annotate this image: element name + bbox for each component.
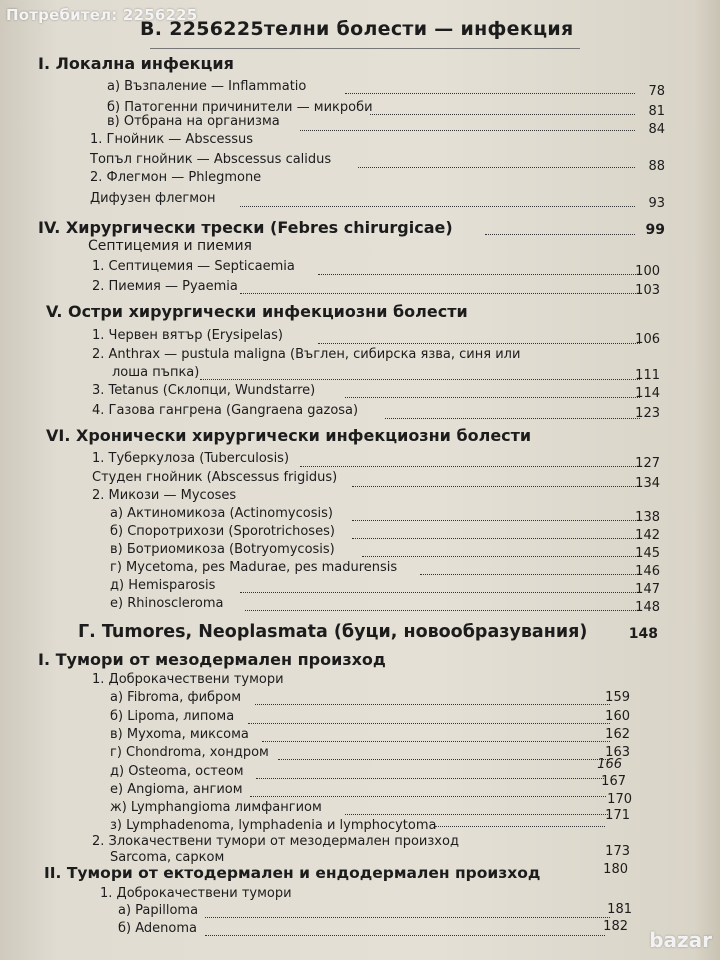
toc-entry: Дифузен флегмон xyxy=(90,191,216,206)
toc-entry: в) Ботриомикоза (Botryomycosis) xyxy=(110,542,335,557)
toc-entry: Sarcoma, сарком xyxy=(110,850,225,865)
leader-dots xyxy=(345,397,640,398)
toc-entry: Студен гнойник (Abscessus frigidus) xyxy=(92,470,338,485)
page-number: 160 xyxy=(605,709,630,724)
toc-entry: 1. Туберкулоза (Tuberculosis) xyxy=(92,451,290,466)
toc-entry: д) Hemisparosis xyxy=(110,578,216,593)
toc-entry: г) Chondroma, хондром xyxy=(110,745,269,760)
toc-entry: Топъл гнойник — Abscessus calidus xyxy=(90,152,332,167)
page-number: 84 xyxy=(648,122,665,137)
toc-entry: 1. Червен вятър (Erysipelas) xyxy=(92,328,283,343)
toc-entry: 1. Доброкачествени тумори xyxy=(92,672,284,687)
tum1-title: I. Тумори от мезодермален произход xyxy=(38,650,386,669)
toc-entry: б) Патогенни причинители — микроби xyxy=(107,100,373,115)
page-number: 148 xyxy=(628,626,658,642)
leader-dots xyxy=(435,826,605,827)
sec4-title: IV. Хирургически трески (Febres chirurgicae) xyxy=(38,218,453,237)
leader-dots xyxy=(256,778,606,779)
leader-dots xyxy=(205,917,610,918)
page-number: 103 xyxy=(635,283,660,298)
leader-dots xyxy=(352,486,640,487)
page-number: 111 xyxy=(635,368,660,383)
leader-dots xyxy=(358,167,635,168)
leader-dots xyxy=(200,379,640,380)
toc-entry: г) Mycetoma, pes Madurae, pes madurensis xyxy=(110,560,398,575)
leader-dots xyxy=(278,759,610,760)
leader-dots xyxy=(345,93,635,94)
section-g-title: Г. Tumores, Neoplasmata (буци, новообразувания) xyxy=(78,622,588,642)
page-number: 123 xyxy=(635,406,660,421)
watermark-text: Потребител: 2256225 xyxy=(6,6,198,24)
page-number: 81 xyxy=(648,104,665,119)
leader-dots xyxy=(420,574,640,575)
sec4-subtitle: Септицемия и пиемия xyxy=(88,238,252,254)
sec1-title: I. Локална инфекция xyxy=(38,54,234,73)
leader-dots xyxy=(240,206,635,207)
next-page-edge xyxy=(694,0,720,960)
page-number: 148 xyxy=(635,600,660,615)
page-number: 166 xyxy=(597,757,622,772)
leader-dots xyxy=(318,343,640,344)
toc-entry: а) Актиномикоза (Actinomycosis) xyxy=(110,506,333,521)
page-number: 159 xyxy=(605,690,630,705)
toc-entry: б) Споротрихози (Sporotrichoses) xyxy=(110,524,335,539)
leader-dots xyxy=(240,293,640,294)
page-number: 145 xyxy=(635,546,660,561)
page-number: 170 xyxy=(607,792,632,807)
toc-entry: б) Adenoma xyxy=(118,921,197,936)
page-number: 106 xyxy=(635,332,660,347)
baz-logo-text: bazar xyxy=(649,928,712,952)
leader-dots xyxy=(255,704,610,705)
toc-entry: а) Възпаление — Inflammatio xyxy=(107,79,307,94)
toc-entry: в) Отбрана на организма xyxy=(107,114,280,129)
leader-dots xyxy=(300,130,635,131)
page-number: 163 xyxy=(605,745,630,760)
page-number: 181 xyxy=(607,902,632,917)
toc-entry: 1. Доброкачествени тумори xyxy=(100,886,292,901)
toc-entry: 2. Злокачествени тумори от мезодермален произход xyxy=(92,834,459,849)
tum2-title: II. Тумори от ектодермален и ендодермален произход xyxy=(44,864,541,882)
toc-entry: 2. Микози — Mycoses xyxy=(92,488,237,503)
leader-dots xyxy=(370,114,635,115)
bazar-logo xyxy=(649,928,712,952)
page-number: 142 xyxy=(635,528,660,543)
toc-entry: д) Osteoma, остеом xyxy=(110,764,244,779)
leader-dots xyxy=(345,814,610,815)
toc-entry: 1. Септицемия — Septicaemia xyxy=(92,259,295,274)
leader-dots xyxy=(362,556,640,557)
leader-dots xyxy=(300,466,640,467)
leader-dots xyxy=(245,610,640,611)
toc-entry: е) Angioma, ангиом xyxy=(110,782,243,797)
page-number: 134 xyxy=(635,476,660,491)
toc-entry: а) Fibroma, фибром xyxy=(110,690,242,705)
page-number: 114 xyxy=(635,386,660,401)
page-number: 138 xyxy=(635,510,660,525)
leader-dots xyxy=(485,234,635,235)
toc-entry: б) Lipoma, липома xyxy=(110,709,235,724)
toc-entry: 2. Флегмон — Phlegmone xyxy=(90,170,262,185)
toc-entry: 1. Гнойник — Abscessus xyxy=(90,132,254,147)
toc-entry: з) Lymphadenoma, lymphadenia и lymphocytoma xyxy=(110,818,437,833)
toc-entry: 3. Tetanus (Склопци, Wundstarre) xyxy=(92,383,316,398)
toc-entry: 2. Anthrax — pustula maligna (Въглен, сибирска язва, синя или xyxy=(92,347,521,362)
leader-dots xyxy=(205,935,605,936)
leader-dots xyxy=(352,520,640,521)
page-number: 88 xyxy=(648,159,665,174)
page-number: 171 xyxy=(605,808,630,823)
leader-dots xyxy=(240,592,640,593)
toc-entry: 2. Пиемия — Pyaemia xyxy=(92,279,238,294)
toc-entry: ж) Lymphangioma лимфангиом xyxy=(110,800,322,815)
page-number: 162 xyxy=(605,727,630,742)
sec6-title: VI. Хронически хирургически инфекциозни болести xyxy=(46,426,532,445)
leader-dots xyxy=(250,796,606,797)
toc-entry: в) Myxoma, миксома xyxy=(110,727,249,742)
title-underline xyxy=(150,48,580,49)
leader-dots xyxy=(248,723,610,724)
page-number: 146 xyxy=(635,564,660,579)
page-number: 182 xyxy=(603,919,628,934)
page-number: 180 xyxy=(603,862,628,877)
leader-dots xyxy=(385,418,640,419)
page-number: 127 xyxy=(635,456,660,471)
sec5-title: V. Остри хирургически инфекциозни болести xyxy=(46,302,468,321)
toc-entry: лоша пъпка) xyxy=(112,365,200,380)
leader-dots xyxy=(352,538,640,539)
section-b-title: В. 2256225телни болести — инфекция xyxy=(140,18,574,40)
leader-dots xyxy=(262,741,610,742)
page-number: 147 xyxy=(635,582,660,597)
toc-entry: е) Rhinoscleroma xyxy=(110,596,224,611)
page-number: 173 xyxy=(605,844,630,859)
page-number: 99 xyxy=(645,222,665,238)
toc-entry: а) Papilloma xyxy=(118,903,199,918)
leader-dots xyxy=(318,274,640,275)
page-number: 100 xyxy=(635,264,660,279)
page-number: 167 xyxy=(601,774,626,789)
toc-entry: 4. Газова гангрена (Gangraena gazosa) xyxy=(92,403,359,418)
page-number: 78 xyxy=(648,84,665,99)
page-number: 93 xyxy=(648,196,665,211)
